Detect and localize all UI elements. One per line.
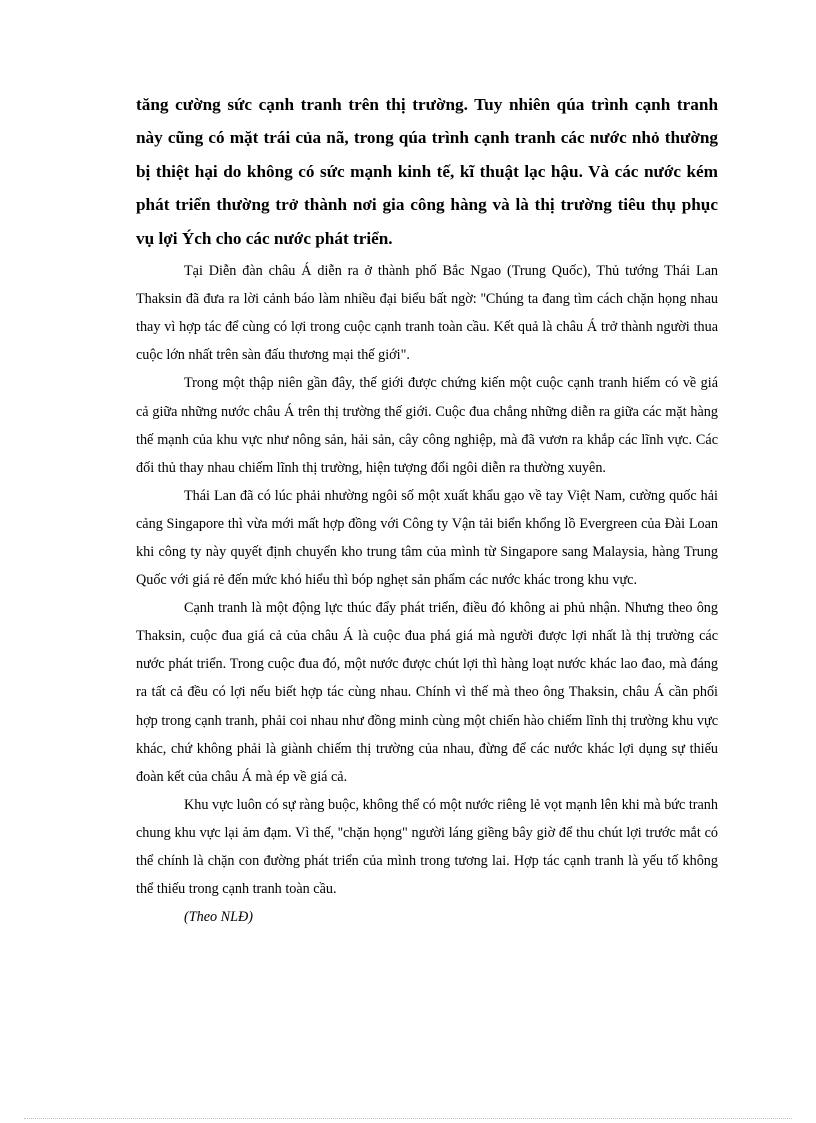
page-bottom-divider	[24, 1118, 792, 1119]
document-body	[136, 88, 718, 931]
bold-intro-paragraph: tăng cường sức cạnh tranh trên thị trường. Tuy nhiên qúa trình cạnh tranh này cũng có mặt trái của nã, trong qúa trình cạnh tranh các nước nhỏ thường bị thiệt hại do không có sức mạnh kinh tế, kĩ thuật lạc hậu. Và các nước kém phát triển thường trở thành nơi gia công hàng và là thị trường tiêu thụ phục vụ lợi Ých cho các nước phát triển.	[136, 95, 718, 248]
paragraph-price-competition: Trong một thập niên gần đây, thế giới được chứng kiến một cuộc cạnh tranh hiếm có về giá cả giữa những nước châu Á trên thị trường thế giới. Cuộc đua chẳng những diễn ra giữa các mặt hàng thế mạnh của khu vực như nông sản, hải sản, cây công nghiệp, mà đã vươn ra khắp các lĩnh vực. Các đối thủ thay nhau chiếm lĩnh thị trường, hiện tượng đổi ngôi diễn ra thường xuyên.	[136, 375, 718, 476]
source-citation: (Theo NLĐ)	[184, 909, 253, 926]
paragraph-regional-cooperation: Khu vực luôn có sự ràng buộc, không thể có một nước riêng lẻ vọt mạnh lên khi mà bức tranh chung khu vực lại ảm đạm. Vì thế, ''chặn họng" người láng giềng bây giờ để thu chút lợi trước mắt có thể chính là chặn con đường phát triển của mình trong tương lai. Hợp tác cạnh tranh là yếu tố không thể thiếu trong cạnh tranh toàn cầu.	[136, 796, 718, 898]
paragraph-competition-driver: Cạnh tranh là một động lực thúc đẩy phát triển, điều đó không ai phủ nhận. Nhưng theo ông Thaksin, cuộc đua giá cả của châu Á là cuộc đua phá giá mà người được lợi nhất là thị trường các nước phát triển. Trong cuộc đua đó, một nước được chút lợi thì hàng loạt nước khác lao đao, mà đáng ra tất cả đều có lợi nếu biết hợp tác cùng nhau. Chính vì thế mà theo ông Thaksin, châu Á cần phối hợp trong cạnh tranh, phải coi nhau như đồng minh cùng một chiến hào chiếm lĩnh thị trường khu vực khác, chứ không phải là giành chiếm thị trường của nhau, đừng để các nước khác lợi dụng sự thiếu đoàn kết của châu Á mà ép về giá cả.	[136, 600, 718, 785]
paragraph-thailand-rice: Thái Lan đã có lúc phải nhường ngôi số một xuất khẩu gạo về tay Việt Nam, cường quốc hải cảng Singapore thì vừa mới mất hợp đồng với Công ty Vận tải biển khổng lồ Evergreen của Đài Loan khi công ty này quyết định chuyển kho trung tâm của mình từ Singapore sang Malaysia, hàng Trung Quốc với giá rẻ đến mức khó hiểu thì bóp nghẹt sản phẩm các nước khác trong khu vực.	[136, 487, 718, 589]
paragraph-bac-ngao-forum: Tại Diễn đàn châu Á diễn ra ở thành phố Bắc Ngao (Trung Quốc), Thủ tướng Thái Lan Thaksin đã đưa ra lời cảnh báo làm nhiều đại biểu bất ngờ: ''Chúng ta đang tìm cách chặn họng nhau thay vì hợp tác để cùng có lợi trong cuộc cạnh tranh toàn cầu. Kết quả là châu Á trở thành người thua cuộc lớn nhất trên sàn đấu thương mại thế giới".	[136, 263, 718, 364]
